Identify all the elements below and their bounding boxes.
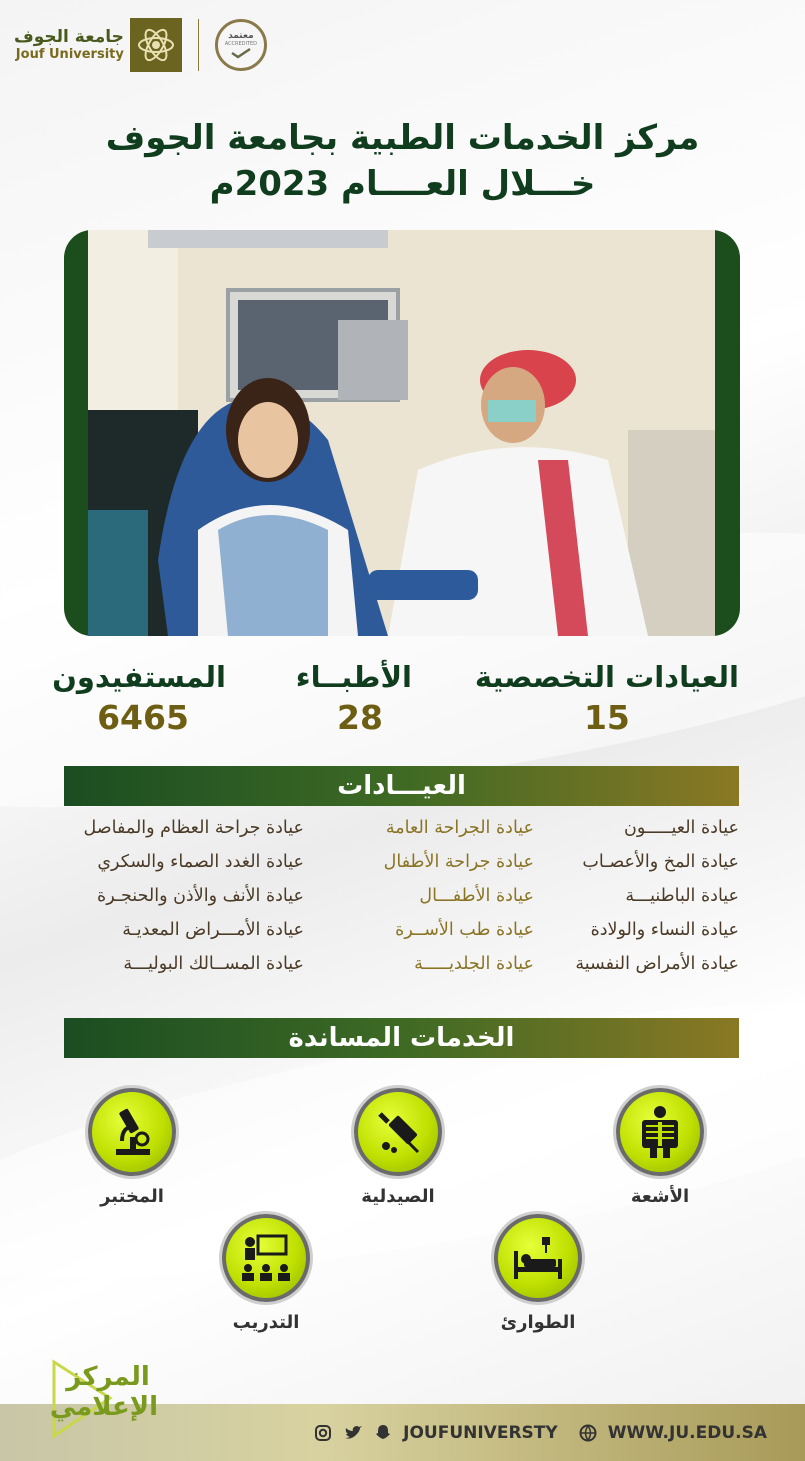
clinic-item: عيادة جراحة العظام والمفاصل	[83, 818, 304, 838]
checkmark-icon	[230, 47, 252, 59]
clinic-photo-illustration	[88, 230, 715, 636]
accreditation-seal-en: ACCREDITED	[224, 41, 258, 47]
xray-icon	[616, 1088, 704, 1176]
snapchat-icon[interactable]	[373, 1423, 393, 1443]
service-training	[186, 1214, 346, 1333]
clinics-list	[64, 816, 739, 976]
service-label: الصيدلية	[361, 1186, 435, 1207]
header	[14, 16, 267, 74]
university-name-ar: جامعة الجوف	[14, 27, 124, 47]
stat-beneficiaries	[52, 660, 226, 737]
accreditation-seal	[215, 19, 267, 71]
clinic-item: عيادة الجلديـــــة	[414, 954, 534, 974]
service-emergency	[458, 1214, 618, 1333]
twitter-icon[interactable]	[343, 1423, 363, 1443]
clinic-item: عيادة الأمـــراض المعديـة	[122, 920, 304, 940]
header-divider	[198, 19, 199, 71]
accreditation-seal-ar: معتمد	[228, 31, 254, 41]
clinic-item: عيادة المســالك البوليـــة	[123, 954, 304, 974]
services-section-header	[64, 1018, 739, 1058]
clinics-section-title: العيـــادات	[337, 771, 466, 801]
stat-doctors	[295, 660, 412, 737]
hospital-bed-icon	[494, 1214, 582, 1302]
clinic-item: عيادة الباطنيـــة	[625, 886, 739, 906]
stat-specialized-clinics	[475, 660, 739, 737]
training-icon	[222, 1214, 310, 1302]
website-link[interactable]: WWW.JU.EDU.SA	[607, 1423, 767, 1443]
syringe-icon	[354, 1088, 442, 1176]
clinic-item: عيادة الغدد الصماء والسكري	[97, 852, 304, 872]
stat-value: 6465	[97, 698, 189, 737]
instagram-icon[interactable]	[313, 1423, 333, 1443]
service-radiology	[580, 1088, 740, 1207]
media-center-logo	[49, 1362, 158, 1422]
university-name-en: Jouf University	[15, 47, 124, 62]
social-handle[interactable]: JOUFUNIVERSTY	[403, 1423, 558, 1443]
clinic-photo	[88, 230, 715, 636]
service-pharmacy	[318, 1088, 478, 1207]
globe-icon	[578, 1423, 598, 1443]
media-center-line2: الإعلامي	[49, 1392, 158, 1422]
clinic-item: عيادة النساء والولادة	[590, 920, 739, 940]
clinic-item: عيادة العيـــــون	[623, 818, 739, 838]
clinics-section-header	[64, 766, 739, 806]
clinic-item: عيادة طب الأســرة	[395, 920, 534, 940]
stat-label: العيادات التخصصية	[474, 660, 739, 694]
service-laboratory	[52, 1088, 212, 1207]
atom-logo-icon	[136, 25, 176, 65]
stat-label: المستفيدون	[52, 660, 226, 694]
service-label: المختبر	[100, 1186, 164, 1207]
page-subtitle: خـــلال العــــام 2023م	[209, 164, 596, 204]
stat-value: 28	[337, 698, 383, 737]
service-label: الطوارئ	[500, 1312, 576, 1333]
stat-label: الأطبــاء	[295, 660, 412, 694]
services-section-title: الخدمات المساندة	[288, 1023, 515, 1053]
clinic-item: عيادة جراحة الأطفال	[383, 852, 534, 872]
clinic-item: عيادة المخ والأعصـاب	[582, 852, 739, 872]
service-label: الأشعة	[630, 1186, 690, 1207]
clinic-item: عيادة الأنف والأذن والحنجـرة	[97, 886, 304, 906]
stat-value: 15	[583, 698, 630, 737]
university-name	[14, 27, 124, 63]
media-center-line1: المركز	[66, 1362, 150, 1392]
clinic-item: عيادة الأطفـــال	[419, 886, 534, 906]
footer-links	[313, 1418, 767, 1448]
service-label: التدريب	[232, 1312, 300, 1333]
university-logo	[130, 18, 182, 72]
page-title: مركز الخدمات الطبية بجامعة الجوف	[105, 118, 700, 158]
clinic-item: عيادة الأمراض النفسية	[575, 954, 739, 974]
clinic-item: عيادة الجراحة العامة	[385, 818, 534, 838]
microscope-icon	[88, 1088, 176, 1176]
